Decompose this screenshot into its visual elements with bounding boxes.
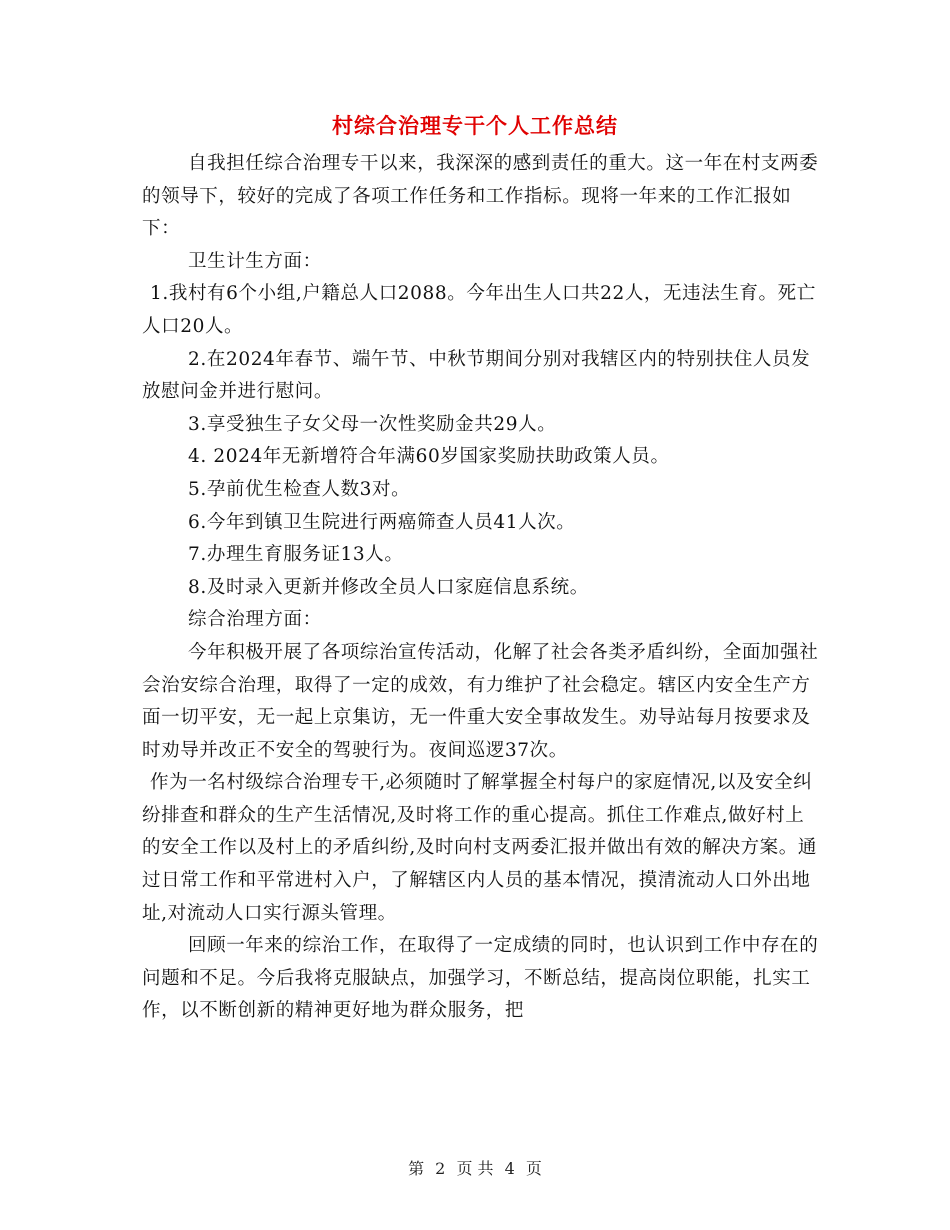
footer-total-pages: 4 <box>504 1159 515 1178</box>
paragraph-intro: 自我担任综合治理专干以来，我深深的感到责任的重大。这一年在村支两委的领导下，较好的完成了各项工作任务和工作指标。现将一年来的工作汇报如下： <box>142 153 819 240</box>
document-title: 村综合治理专干个人工作总结 <box>332 113 618 138</box>
list-item-3: 3.享受独生子女父母一次性奖励金共29人。 <box>188 413 557 435</box>
document-body <box>142 148 822 1028</box>
footer-middle: 页 共 <box>456 1159 494 1178</box>
footer-prefix: 第 <box>408 1159 425 1178</box>
section-heading-governance: 综合治理方面： <box>188 609 322 631</box>
footer-page-number: 2 <box>435 1159 446 1178</box>
list-item-2: 2.在2024年春节、端午节、中秋节期间分别对我辖区内的特别扶住人员发放慰问金并进行慰问。 <box>142 348 811 403</box>
list-item-7: 7.办理生育服务证13人。 <box>188 544 404 566</box>
list-item-6: 6.今年到镇卫生院进行两癌筛查人员41人次。 <box>188 511 576 533</box>
paragraph-governance: 今年积极开展了各项综治宣传活动，化解了社会各类矛盾纠纷，全面加强社会治安综合治理，取得了一定的成效，有力维护了社会稳定。辖区内安全生产方面一切平安，无一起上京集访，无一件重大安全事故发生。劝导站每月按要求及时劝导并改正不安全的驾驶行为。夜间巡逻37次。 <box>142 641 819 761</box>
list-item-5: 5.孕前优生检查人数3对。 <box>188 478 411 500</box>
paragraph-review: 回顾一年来的综治工作，在取得了一定成绩的同时，也认识到工作中存在的问题和不足。今后我将克服缺点，加强学习，不断总结，提高岗位职能，扎实工作，以不断创新的精神更好地为群众服务，把 <box>142 935 819 1022</box>
paragraph-duties: 作为一名村级综合治理专干,必须随时了解掌握全村每户的家庭情况,以及安全纠纷排查和群众的生产生活情况,及时将工作的重心提高。抓住工作难点,做好村上的安全工作以及村上的矛盾纠纷,及时向村支两委汇报并做出有效的解决方案。通过日常工作和平常进村入户，了解辖区内人员的基本情况，摸清流动人口外出地址,对流动人口实行源头管理。 <box>142 772 817 924</box>
list-item-8: 8.及时录入更新并修改全员人口家庭信息系统。 <box>188 576 589 598</box>
section-heading-health: 卫生计生方面： <box>188 250 322 272</box>
list-item-4: 4. 2024年无新增符合年满60岁国家奖励扶助政策人员。 <box>188 446 670 468</box>
list-item-1: 1.我村有6个小组,户籍总人口2088。今年出生人口共22人，无违法生育。死亡人口20人。 <box>142 283 816 337</box>
footer-suffix: 页 <box>525 1159 542 1178</box>
page-footer <box>0 1156 950 1179</box>
